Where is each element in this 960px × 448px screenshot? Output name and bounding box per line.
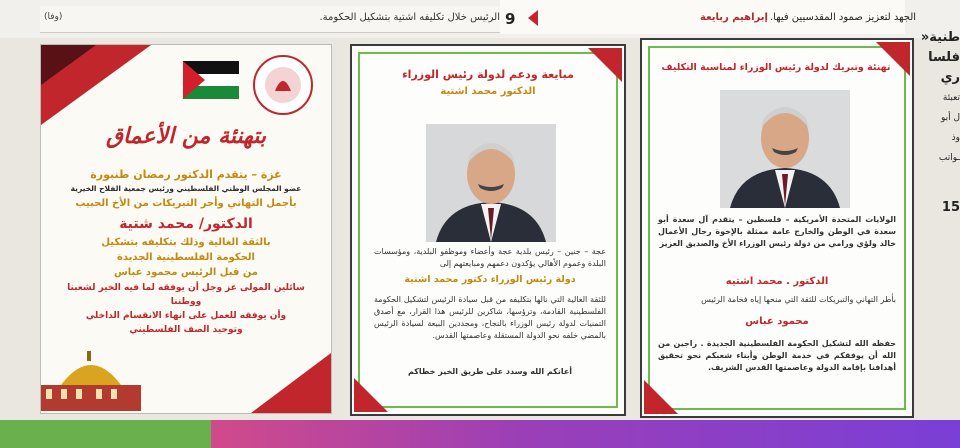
palestine-flag-icon: [183, 61, 239, 99]
page-number: 9: [505, 10, 516, 28]
ad-line: من قبل الرئيس محمود عباس: [113, 267, 259, 278]
corner-accent-bottom: [354, 378, 388, 412]
ad-subtitle: الدكتور محمد اشتية: [440, 86, 536, 97]
ad-heading: بتهنئة من الأعماق: [105, 123, 267, 149]
ad-paragraph: حفظه الله لتشكيل الحكومة الفلسطينية الجديدة . راجين من الله أن يوفقكم في خدمة الوطن وأبناء شعبكم نحو تحقيق أهدافنا بإقامة الدولة وعاصمتها القدس الشريف.: [658, 339, 896, 372]
ad-highlight: دولة رئيس الوزراء دكتور محمد اشتية: [404, 274, 576, 285]
ad-line: الحكومة الفلسطينية الجديدة: [117, 252, 255, 263]
cut-text: ري: [940, 70, 960, 85]
ad-name: الدكتور . محمد اشتيه: [725, 276, 829, 287]
ad-closing: أعانكم الله وسدد على طريق الخير خطاكم: [407, 367, 573, 376]
page-marker-icon: [528, 10, 538, 26]
photo-caption-bar: [40, 6, 530, 33]
photo-caption: الرئيس خلال تكليفه اشتية بتشكيل الحكومة.: [319, 12, 500, 23]
ad-paragraph: للثقة الغالية التي نالها بتكليفه من قبل سيادة الرئيس لتشكيل الحكومة الفلسطينية القادمة، وترؤسها، شاكرين للرئيس هذا القرار، مع أصدق التمنيات لدولة رئيس الوزراء بالنجاح، ومجددين البيعة لسيادة الرئيس بالمضي خلفه نحو الدولة المستقلة وعاصمتها القدس.: [374, 295, 606, 340]
author-name: إبراهيم ربايعة: [700, 12, 768, 23]
cut-text: ـواتب: [938, 153, 960, 163]
cut-text: فلسا: [928, 50, 960, 65]
photo-credit: (وفا): [44, 12, 63, 22]
ad-line: الدكتور/ محمد شتية: [119, 216, 253, 232]
article-line: الجهد لتعزيز صمود المقدسيين فيها.: [770, 12, 917, 23]
ad-line: بأجمل التهاني وأحر التبريكات من الأخ الحبيب: [75, 198, 297, 209]
ad-title: مبايعة ودعم لدولة رئيس الوزراء: [402, 68, 574, 81]
cut-text: تعبئة: [942, 93, 960, 103]
congratulation-ad-left: [40, 44, 332, 414]
cut-column: [920, 28, 960, 268]
ad-line: عضو المجلس الوطني الفلسطيني ورئيس جمعية الفلاح الخيرية: [70, 184, 302, 193]
cut-text: وذ: [951, 133, 960, 143]
ad-body: [51, 167, 321, 337]
portrait-photo: [426, 124, 556, 242]
ad-line: غزة – يتقدم الدكتور رمضان طنبورة: [90, 168, 282, 181]
dome-of-rock-icon: [41, 345, 141, 411]
charity-logo-icon: [253, 55, 313, 115]
ad-line: بالثقة الغالية وذلك بتكليفه بتشكيل: [101, 237, 271, 248]
bottom-color-band: [0, 420, 960, 448]
corner-accent-bottom: [644, 380, 678, 414]
ad-paragraph: عجة – جنين – رئيس بلدية عجة وأعضاء وموظفو البلدية، ومؤسسات البلدة وعموم الأهالي يؤكدون دعمهم ومبايعتهم إلى: [374, 247, 606, 268]
corner-ribbon-dark: [41, 45, 96, 85]
corner-ribbon-bottom: [251, 353, 331, 413]
cut-text: ل أبو: [940, 113, 960, 123]
congratulation-ad-right: [640, 38, 914, 418]
ad-paragraph: الولايات المتحدة الأمريكية – فلسطين – يتقدم آل سعدة أبو سعدة في الوطن والخارج عامة ممثلة بالإخوة رجال الأعمال خالد ولؤي ورامي من دولة رئيس الوزراء الأخ والصديق العزيز: [658, 215, 896, 248]
ad-line: سائلين المولى عز وجل أن يوفقه لما فيه الخير لشعبنا ووطننا: [67, 283, 305, 307]
ad-line: وأن يوفقه للعمل على انهاء الانقسام الداخلي: [85, 311, 287, 321]
ad-line: وتوحيد الصف الفلسطيني: [129, 325, 243, 335]
ad-paragraph: بأطر التهاني والتبريكات للثقة التي منحها إياه فخامة الرئيس: [701, 295, 896, 304]
congratulation-ad-middle: [350, 44, 626, 416]
cut-text: طنية«: [920, 30, 960, 45]
portrait-photo: [720, 90, 850, 208]
ad-title: تهنئة وتبريك لدولة رئيس الوزراء لمناسبة التكليف: [661, 62, 891, 73]
cut-text: 15: [941, 200, 960, 215]
ad-name: محمود عباس: [745, 316, 809, 327]
